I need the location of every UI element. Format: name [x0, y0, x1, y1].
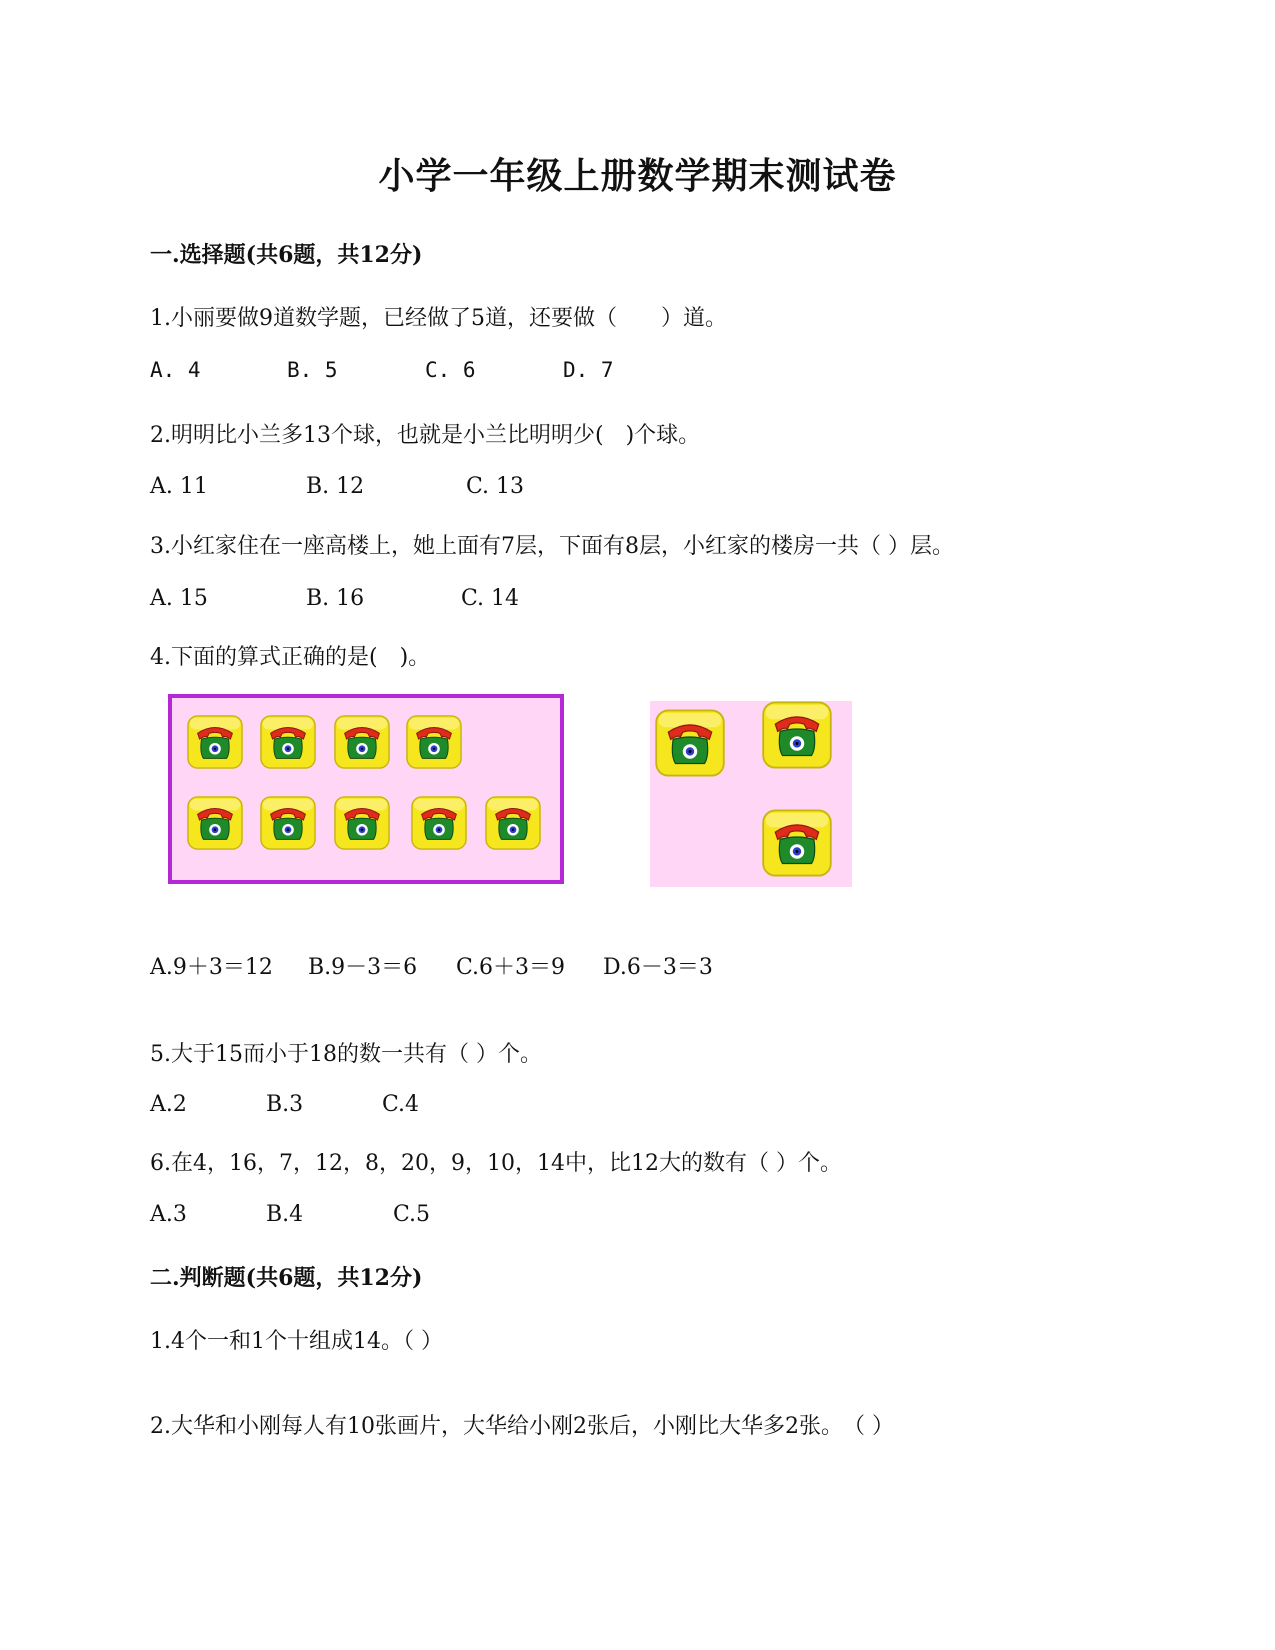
option-1a: A. 4 [150, 358, 201, 382]
option-3c: C. 14 [461, 586, 520, 611]
option-5c: C.4 [382, 1092, 420, 1117]
option-1b: B. 5 [287, 358, 338, 382]
option-1d: D. 7 [563, 358, 614, 382]
telephone-icon [333, 795, 391, 851]
question-4: 4.下面的算式正确的是( )。 [150, 645, 431, 670]
option-6b: B.4 [266, 1202, 304, 1227]
question-6: 6.在4，16，7，12，8，20，9，10，14中，比12大的数有（ ）个。 [150, 1151, 842, 1176]
option-4d: D.6－3＝3 [603, 955, 713, 980]
option-3a: A. 15 [150, 586, 208, 611]
option-5a: A.2 [150, 1092, 187, 1117]
telephone-icon [259, 714, 317, 770]
telephone-icon [760, 700, 834, 770]
telephone-icon [484, 795, 542, 851]
option-6c: C.5 [393, 1202, 431, 1227]
question-3: 3.小红家住在一座高楼上，她上面有7层，下面有8层，小红家的楼房一共（ ）层。 [150, 534, 954, 559]
question-2: 2.明明比小兰多13个球，也就是小兰比明明少( )个球。 [150, 423, 701, 448]
telephone-icon [333, 714, 391, 770]
question-1: 1.小丽要做9道数学题，已经做了5道，还要做（ ）道。 [150, 306, 727, 331]
telephone-icon [760, 808, 834, 878]
question-5: 5.大于15而小于18的数一共有（ ）个。 [150, 1042, 542, 1067]
judgment-question-1: 1.4个一和1个十组成14。（ ） [150, 1329, 443, 1354]
option-4a: A.9＋3＝12 [150, 955, 273, 980]
option-4c: C.6＋3＝9 [456, 955, 566, 980]
option-2c: C. 13 [466, 474, 525, 499]
telephone-icon [410, 795, 468, 851]
option-4b: B.9－3＝6 [308, 955, 418, 980]
judgment-question-2: 2.大华和小刚每人有10张画片，大华给小刚2张后，小刚比大华多2张。 （ ） [150, 1414, 894, 1439]
telephone-icon [653, 708, 727, 778]
option-2b: B. 12 [306, 474, 365, 499]
page-title: 小学一年级上册数学期末测试卷 [378, 155, 897, 197]
telephone-icon [405, 714, 463, 770]
telephone-icon [259, 795, 317, 851]
option-5b: B.3 [266, 1092, 304, 1117]
section-heading-choice: 一.选择题(共6题，共12分) [150, 242, 423, 268]
option-2a: A. 11 [150, 474, 208, 499]
section-heading-judgment: 二.判断题(共6题，共12分) [150, 1265, 423, 1291]
option-6a: A.3 [150, 1202, 187, 1227]
option-3b: B. 16 [306, 586, 365, 611]
telephone-icon [186, 795, 244, 851]
telephone-icon [186, 714, 244, 770]
option-1c: C. 6 [425, 358, 476, 382]
